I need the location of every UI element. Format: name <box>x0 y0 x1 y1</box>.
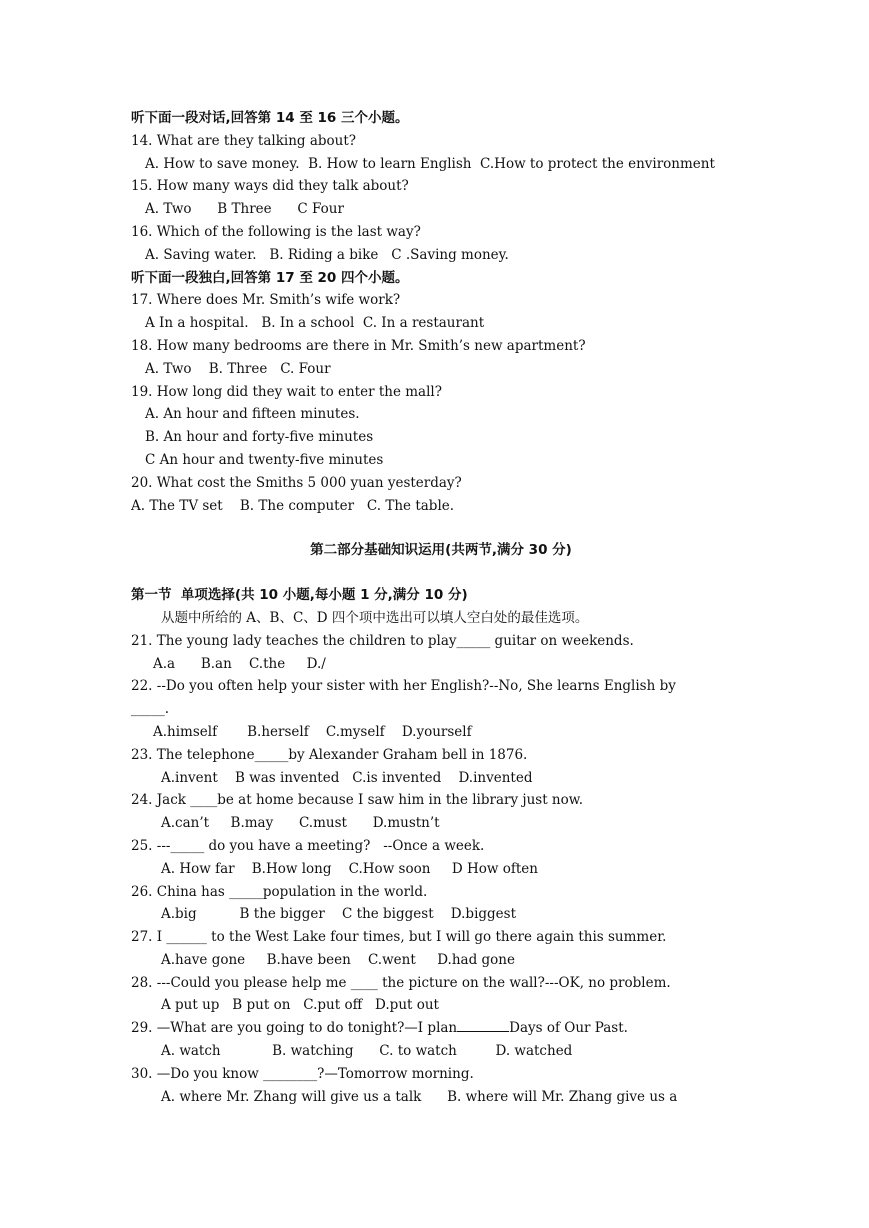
question-22-blank: _____. <box>131 701 170 718</box>
question-21-options: A.a B.an C.the D./ <box>153 655 326 672</box>
question-21: 21. The young lady teaches the children to play_____ guitar on weekends. <box>131 632 634 649</box>
question-19-option-c: C An hour and twenty-five minutes <box>145 451 384 468</box>
question-16-options: A. Saving water. B. Riding a bike C .Saving money. <box>145 246 509 263</box>
question-24-options: A.can’t B.may C.must D.mustn’t <box>161 815 440 832</box>
question-14: 14. What are they talking about? <box>131 132 356 149</box>
question-27-options: A.have gone B.have been C.went D.had gone <box>161 951 515 968</box>
question-15-options: A. Two B Three C Four <box>145 201 344 218</box>
question-20: 20. What cost the Smiths 5 000 yuan yesterday? <box>131 474 462 491</box>
question-23: 23. The telephone_____by Alexander Graham bell in 1876. <box>131 746 528 763</box>
question-26-options: A.big B the bigger C the biggest D.biggest <box>161 906 517 923</box>
question-24: 24. Jack ____be at home because I saw him in the library just now. <box>131 792 583 809</box>
question-29-tail: Days of Our Past. <box>509 1020 628 1037</box>
question-26: 26. China has _____population in the world. <box>131 883 428 900</box>
question-22-options: A.himself B.herself C.myself D.yourself <box>153 723 472 740</box>
question-20-options: A. The TV set B. The computer C. The table. <box>131 497 455 514</box>
exam-page <box>131 107 751 1108</box>
question-19: 19. How long did they wait to enter the mall? <box>131 383 442 400</box>
question-29-stem: 29. —What are you going to do tonight?—I plan <box>131 1020 458 1037</box>
question-30: 30. —Do you know ________?—Tomorrow morning. <box>131 1065 474 1082</box>
part-2-title: 第二部分基础知识运用(共两节,满分 30 分) <box>310 542 572 559</box>
question-27: 27. I ______ to the West Lake four times, but I will go there again this summer. <box>131 929 667 946</box>
question-19-option-a: A. An hour and fifteen minutes. <box>145 406 360 423</box>
question-18: 18. How many bedrooms are there in Mr. Smith’s new apartment? <box>131 337 586 354</box>
section-1-instructions: 从题中所给的 A、B、C、D 四个项中选出可以填人空白处的最佳选项。 <box>161 609 589 626</box>
question-23-options: A.invent B was invented C.is invented D.invented <box>161 769 533 786</box>
question-29-options: A. watch B. watching C. to watch D. watched <box>161 1043 573 1060</box>
question-18-options: A. Two B. Three C. Four <box>145 360 331 377</box>
section-1-title: 第一节 单项选择(共 10 小题,每小题 1 分,满分 10 分) <box>131 587 468 604</box>
question-25-options: A. How far B.How long C.How soon D How often <box>161 860 538 877</box>
question-25: 25. ---_____ do you have a meeting? --Once a week. <box>131 837 485 854</box>
question-19-option-b: B. An hour and forty-five minutes <box>145 429 374 446</box>
question-30-options: A. where Mr. Zhang will give us a talk B. where will Mr. Zhang give us a <box>161 1088 678 1105</box>
answer-blank <box>457 1019 509 1032</box>
question-15: 15. How many ways did they talk about? <box>131 178 409 195</box>
question-29 <box>131 1017 751 1040</box>
question-17: 17. Where does Mr. Smith’s wife work? <box>131 292 401 309</box>
question-22: 22. --Do you often help your sister with her English?--No, She learns English by <box>131 678 676 695</box>
section-listening-monologue-intro: 听下面一段独白,回答第 17 至 20 四个小题。 <box>131 269 409 286</box>
question-14-options: A. How to save money. B. How to learn English C.How to protect the environment <box>145 155 715 172</box>
question-28: 28. ---Could you please help me ____ the picture on the wall?---OK, no problem. <box>131 974 671 991</box>
question-28-options: A put up B put on C.put off D.put out <box>161 997 439 1014</box>
question-17-options: A In a hospital. B. In a school C. In a restaurant <box>145 315 485 332</box>
question-16: 16. Which of the following is the last way? <box>131 223 421 240</box>
section-listening-dialogue-intro: 听下面一段对话,回答第 14 至 16 三个小题。 <box>131 110 409 126</box>
